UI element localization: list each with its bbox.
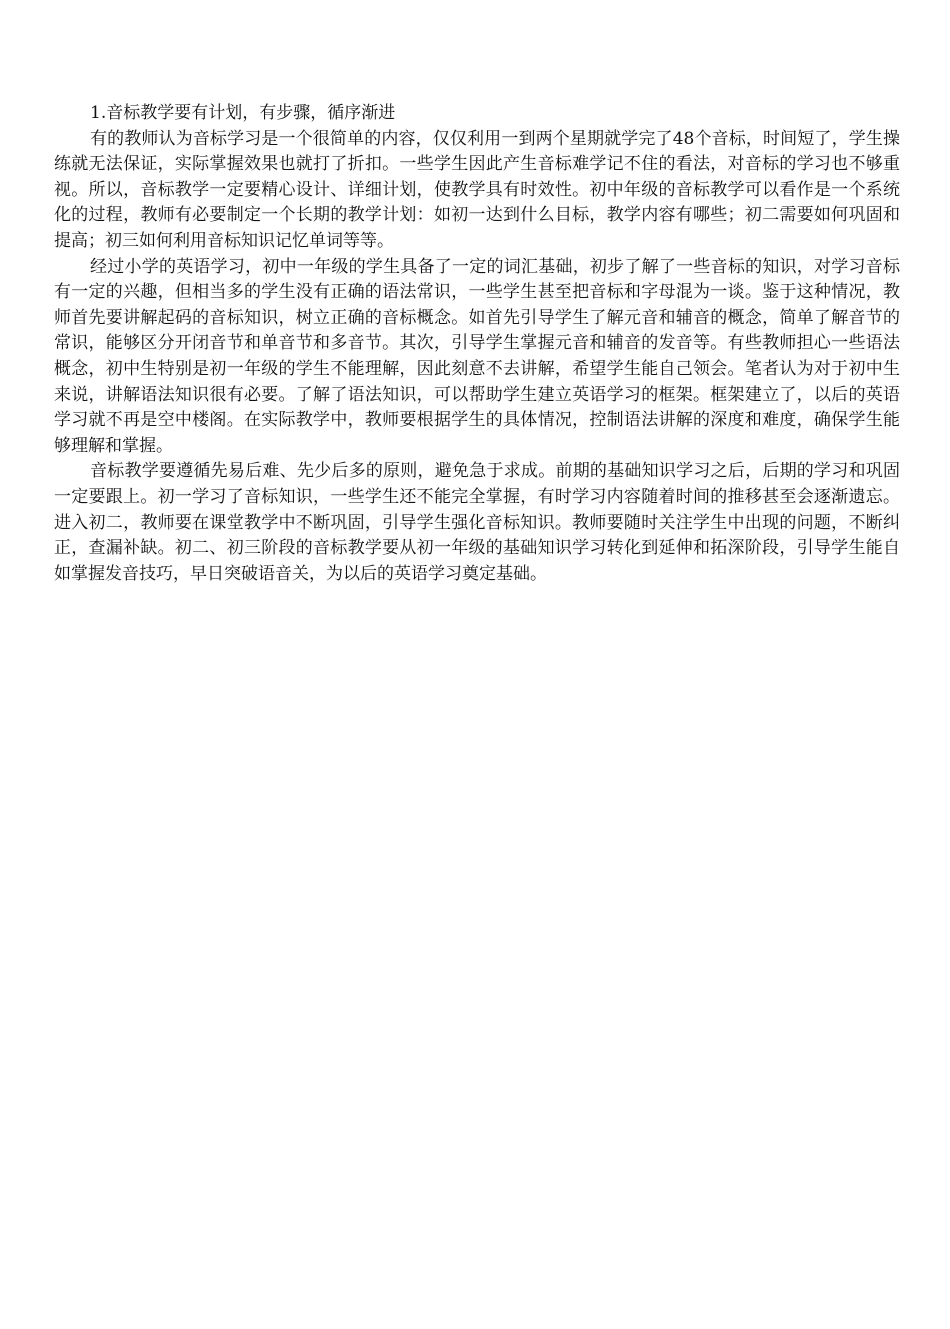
document-page: [54, 101, 900, 587]
section-heading: 1.音标教学要有计划，有步骤，循序渐进: [90, 103, 396, 123]
paragraph-2: 经过小学的英语学习，初中一年级的学生具备了一定的词汇基础，初步了解了一些音标的知识，对学习音标有一定的兴趣，但相当多的学生没有正确的语法常识，一些学生甚至把音标和字母混为一谈。鉴于这种情况，教师首先要讲解起码的音标知识，树立正确的音标概念。如首先引导学生了解元音和辅音的概念，简单了解音节的常识，能够区分开闭音节和单音节和多音节。其次，引导学生掌握元音和辅音的发音等。有些教师担心一些语法概念，初中生特别是初一年级的学生不能理解，因此刻意不去讲解，希望学生能自己领会。笔者认为对于初中生来说，讲解语法知识很有必要。了解了语法知识，可以帮助学生建立英语学习的框架。框架建立了，以后的英语学习就不再是空中楼阁。在实际教学中，教师要根据学生的具体情况，控制语法讲解的深度和难度，确保学生能够理解和掌握。: [54, 256, 900, 456]
paragraph-1: 有的教师认为音标学习是一个很简单的内容，仅仅利用一到两个星期就学完了48个音标，时间短了，学生操练就无法保证，实际掌握效果也就打了折扣。一些学生因此产生音标难学记不住的看法，对音标的学习也不够重视。所以，音标教学一定要精心设计、详细计划，使教学具有时效性。初中年级的音标教学可以看作是一个系统化的过程，教师有必要制定一个长期的教学计划：如初一达到什么目标，教学内容有哪些；初二需要如何巩固和提高；初三如何利用音标知识记忆单词等等。: [54, 128, 900, 251]
paragraph-3: 音标教学要遵循先易后难、先少后多的原则，避免急于求成。前期的基础知识学习之后，后期的学习和巩固一定要跟上。初一学习了音标知识，一些学生还不能完全掌握，有时学习内容随着时间的推移甚至会逐渐遗忘。进入初二，教师要在课堂教学中不断巩固，引导学生强化音标知识。教师要随时关注学生中出现的问题，不断纠正，查漏补缺。初二、初三阶段的音标教学要从初一年级的基础知识学习转化到延伸和拓深阶段，引导学生能自如掌握发音技巧，早日突破语音关，为以后的英语学习奠定基础。: [54, 461, 900, 584]
